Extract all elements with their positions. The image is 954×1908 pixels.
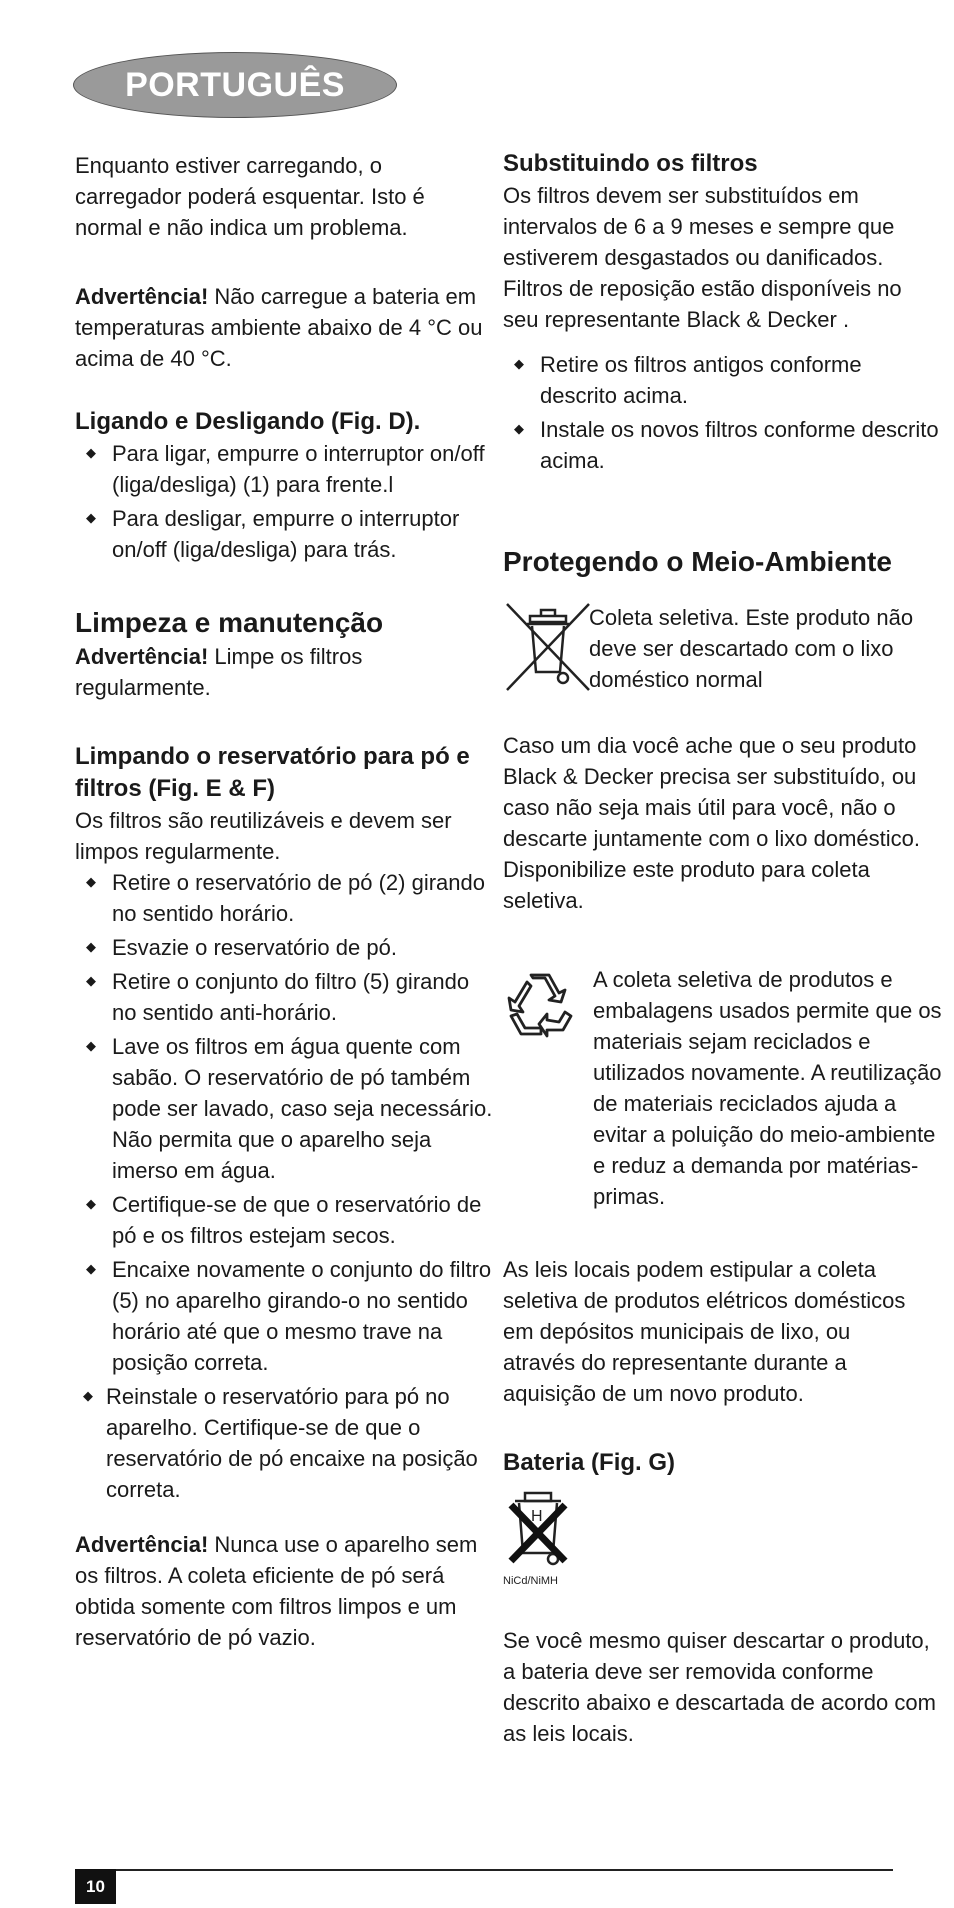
svg-text:H: H	[531, 1508, 543, 1525]
recycle-icon	[503, 970, 575, 1050]
environment-heading: Protegendo o Meio-Ambiente	[503, 546, 892, 577]
onoff-list	[75, 438, 495, 565]
left-column	[75, 150, 495, 1653]
filters-warning	[75, 1529, 495, 1653]
filters-list	[503, 349, 943, 476]
battery-disposal-icon	[503, 1487, 573, 1587]
onoff-heading: Ligando e Desligando (Fig. D).	[75, 408, 421, 435]
warning-text: Não carregue a bateria em temperaturas ambiente abaixo de 4 °C ou acima de 40 °C.	[75, 284, 483, 371]
list-item: ◆ Retire os filtros antigos conforme descrito acima.	[514, 352, 862, 408]
filters-text: Os filtros devem ser substituídos em intervalos de 6 a 9 meses e sempre que estiverem desgastados ou danificados. Filtros de reposição estão disponíveis no seu representante Black & Decker .	[503, 183, 902, 332]
warning-label: Advertência!	[75, 284, 209, 309]
bullet-diamond-icon: ◆	[86, 1196, 96, 1211]
warning-label: Advertência!	[75, 1532, 209, 1557]
bullet-diamond-icon: ◆	[86, 1261, 96, 1276]
list-item: ◆ Certifique-se de que o reservatório de pó e os filtros estejam secos.	[86, 1192, 482, 1248]
list-item: ◆ Reinstale o reservatório para pó no aparelho. Certifique-se de que o reservatório de pó encaixe na posição correta.	[83, 1384, 478, 1502]
battery-heading: Bateria (Fig. G)	[503, 1449, 676, 1476]
laws-text: As leis locais podem estipular a coleta seletiva de produtos elétricos domésticos em depósitos municipais de lixo, ou através do representante durante a aquisição de um novo produto.	[503, 1257, 906, 1406]
list-item: ◆ Encaixe novamente o conjunto do filtro (5) no aparelho girando-o no sentido horário até que o mesmo trave na posição correta.	[86, 1257, 492, 1375]
list-item: ◆ Retire o reservatório de pó (2) girando no sentido horário.	[86, 870, 485, 926]
bullet-diamond-icon: ◆	[86, 510, 96, 525]
language-badge	[73, 52, 397, 118]
warning-text: Nunca use o aparelho sem os filtros. A coleta eficiente de pó será obtida somente com filtros limpos e um reservatório de pó vazio.	[75, 1532, 478, 1650]
list-item: ◆ Retire o conjunto do filtro (5) girando no sentido anti-horário.	[86, 969, 470, 1025]
crossed-bin-icon	[503, 602, 593, 700]
bullet-diamond-icon: ◆	[86, 973, 96, 988]
recycle-text: A coleta seletiva de produtos e embalagens usados permite que os materiais sejam reciclados e utilizados novamente. A reutilização de materiais reciclados ajuda a evitar a poluição do meio-ambiente e reduz a demanda por matérias-primas.	[593, 967, 942, 1209]
reservoir-intro: Os filtros são reutilizáveis e devem ser limpos regularmente.	[75, 808, 452, 864]
language-label: PORTUGUÊS	[125, 66, 345, 104]
filters-heading: Substituindo os filtros	[503, 150, 758, 177]
bin-text: Coleta seletiva. Este produto não deve ser descartado com o lixo doméstico normal	[589, 605, 914, 692]
warning-label: Advertência!	[75, 644, 209, 669]
recycle-notice	[503, 964, 943, 1212]
reservoir-heading: Limpando o reservatório para pó e filtros (Fig. E & F)	[75, 743, 470, 802]
reservoir-list	[75, 867, 495, 1505]
bullet-diamond-icon: ◆	[86, 874, 96, 889]
list-item: ◆ Para ligar, empurre o interruptor on/off (liga/desliga) (1) para frente.l	[86, 441, 485, 497]
bin-notice	[503, 602, 943, 698]
bullet-diamond-icon: ◆	[86, 445, 96, 460]
list-item: ◆ Lave os filtros em água quente com sabão. O reservatório de pó também pode ser lavado, caso seja necessário. Não permita que o aparelho seja imerso em água.	[86, 1034, 493, 1183]
battery-text: Se você mesmo quiser descartar o produto, a bateria deve ser removida conforme descrito abaixo e descartada de acordo com as leis locais.	[503, 1628, 936, 1746]
list-item: ◆ Para desligar, empurre o interruptor on/off (liga/desliga) para trás.	[86, 506, 460, 562]
right-column	[503, 148, 943, 1749]
list-item: ◆ Instale os novos filtros conforme descrito acima.	[514, 417, 939, 473]
charging-warning	[75, 281, 495, 374]
battery-type-label: NiCd/NiMH	[503, 1575, 558, 1587]
bullet-diamond-icon: ◆	[514, 421, 524, 436]
bullet-diamond-icon: ◆	[86, 939, 96, 954]
bullet-diamond-icon: ◆	[83, 1388, 93, 1403]
cleaning-heading: Limpeza e manutenção	[75, 607, 384, 638]
bullet-diamond-icon: ◆	[86, 1038, 96, 1053]
list-item: ◆ Esvazie o reservatório de pó.	[86, 935, 397, 960]
charging-note: Enquanto estiver carregando, o carregador poderá esquentar. Isto é normal e não indica um problema.	[75, 153, 425, 240]
bullet-diamond-icon: ◆	[514, 356, 524, 371]
cleaning-warning	[75, 641, 495, 703]
replace-text: Caso um dia você ache que o seu produto Black & Decker precisa ser substituído, ou caso não seja mais útil para você, não o descarte juntamente com o lixo doméstico. Disponibilize este produto para coleta seletiva.	[503, 733, 920, 913]
page-number: 10	[75, 1869, 116, 1904]
footer-rule	[75, 1869, 893, 1871]
warning-text: Limpe os filtros regularmente.	[75, 644, 363, 700]
